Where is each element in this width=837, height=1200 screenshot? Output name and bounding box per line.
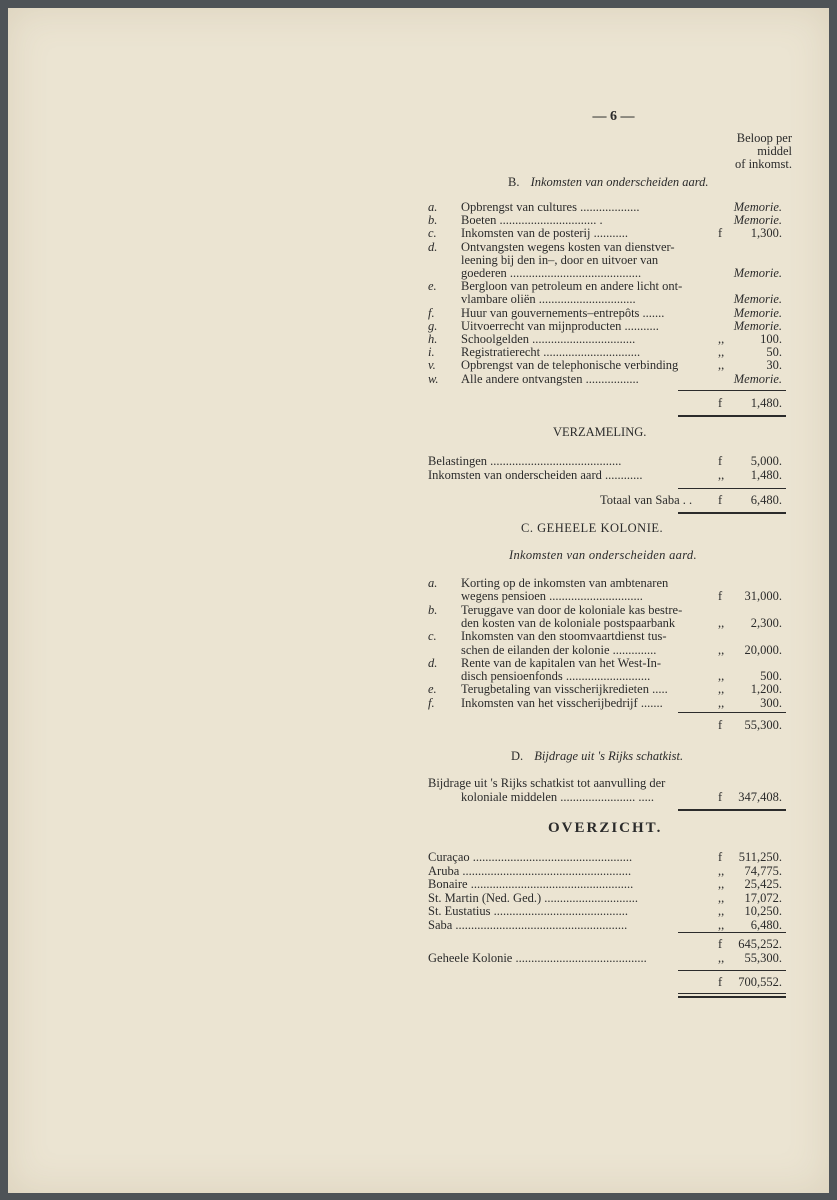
section-d-amount: 347,408.	[738, 790, 782, 804]
row-currency: ,,	[718, 669, 725, 684]
row-key: b.	[428, 602, 438, 617]
rule	[678, 488, 786, 489]
row-amount: Memorie.	[733, 305, 782, 320]
row-amount: Memorie.	[733, 318, 782, 333]
section-d-line	[428, 790, 798, 804]
section-d-text: Bijdrage uit 's Rijks schatkist tot aanvulling der	[428, 776, 666, 790]
row-amount: 50.	[766, 345, 782, 360]
row-label: Alle andere ontvangsten .................	[461, 371, 639, 386]
row-key: v.	[428, 358, 436, 373]
total-amount: 1,480.	[750, 396, 782, 410]
row-currency: ,,	[718, 642, 725, 657]
table-row	[428, 864, 798, 878]
rule	[678, 390, 786, 391]
row-amount: 74,775.	[744, 863, 782, 878]
section-d-text: koloniale middelen ........................ .....	[461, 790, 655, 804]
row-amount: 30.	[766, 358, 782, 373]
row-amount: 10,250.	[744, 904, 782, 918]
row-amount: 511,250.	[738, 850, 782, 864]
double-rule	[678, 512, 786, 514]
table-row	[428, 358, 798, 372]
table-row	[428, 332, 798, 346]
row-amount: 500.	[760, 669, 782, 684]
table-row	[428, 877, 798, 891]
section-d-line	[428, 776, 798, 790]
table-row	[428, 279, 798, 293]
overzicht-title: OVERZICHT.	[548, 820, 663, 836]
section-d-currency: f	[718, 790, 723, 804]
section-c-total	[428, 718, 798, 732]
rule	[678, 993, 786, 994]
row-label: Registratierecht ...............................	[461, 345, 641, 360]
table-row	[428, 669, 798, 683]
row-label: goederen ..........................................	[461, 266, 642, 280]
row-key: g.	[428, 318, 438, 333]
row-label: Saba .......................................................	[428, 917, 628, 932]
row-amount: Memorie.	[733, 371, 782, 386]
row-key: e.	[428, 682, 437, 697]
row-currency: ,,	[718, 345, 725, 360]
row-amount: 31,000.	[744, 589, 782, 604]
table-row	[428, 576, 798, 590]
row-label: Opbrengst van de telephonische verbinding	[461, 358, 679, 373]
row-amount: Memorie.	[733, 213, 782, 228]
table-row	[428, 603, 798, 617]
row-label: Ontvangsten wegens kosten van dienstver-	[461, 239, 675, 254]
row-key: b.	[428, 213, 438, 228]
row-amount: 100.	[760, 332, 782, 346]
column-header	[724, 132, 792, 171]
table-row	[428, 682, 798, 696]
row-label: Curaçao ...................................................	[428, 850, 633, 864]
row-label: Inkomsten van den stoomvaartdienst tus-	[461, 629, 667, 644]
row-label: St. Eustatius ...........................................	[428, 904, 629, 918]
double-rule	[678, 809, 786, 811]
table-row	[428, 589, 798, 603]
table-row	[428, 454, 798, 468]
row-label: Korting op de inkomsten van ambtenaren	[461, 576, 669, 590]
row-currency: ,,	[718, 890, 725, 905]
table-row	[428, 213, 798, 227]
verzameling-total	[428, 493, 798, 507]
row-key: f.	[428, 305, 435, 320]
table-row	[428, 696, 798, 710]
total-amount: 55,300.	[744, 718, 782, 732]
table-row	[428, 616, 798, 630]
row-key: c.	[428, 226, 437, 241]
row-key: e.	[428, 279, 437, 294]
row-label: Bonaire ....................................................	[428, 877, 634, 891]
table-row	[428, 292, 798, 306]
row-amount: 17,072.	[744, 890, 782, 905]
section-b-letter: B.	[508, 175, 520, 189]
subtotal-amount: 645,252.	[738, 937, 782, 951]
table-row	[428, 266, 798, 280]
row-label: Bergloon van petroleum en andere licht ont-	[461, 279, 683, 294]
row-label: Boeten ............................... .	[461, 213, 603, 228]
kolonie-amount: 55,300.	[744, 951, 782, 965]
total-currency: f	[718, 396, 723, 410]
row-label: wegens pensioen ..............................	[461, 589, 643, 604]
section-c-title: C. GEHEELE KOLONIE.	[521, 521, 664, 535]
row-label: disch pensioenfonds ...........................	[461, 669, 651, 684]
row-amount: 25,425.	[744, 877, 782, 891]
row-currency: ,,	[718, 467, 725, 482]
row-amount: 20,000.	[744, 642, 782, 657]
table-row	[428, 226, 798, 240]
row-label: Opbrengst van cultures ...................	[461, 200, 640, 214]
row-label: St. Martin (Ned. Ged.) ..............................	[428, 890, 639, 905]
row-currency: f	[718, 850, 723, 864]
row-label: den kosten van de koloniale postspaarbank	[461, 615, 676, 630]
row-key: w.	[428, 371, 439, 386]
rule	[678, 970, 786, 971]
grand-total-amount: 700,552.	[738, 975, 782, 989]
table-row	[428, 253, 798, 267]
rule	[678, 932, 786, 933]
rule	[678, 712, 786, 713]
row-label: Inkomsten van het visscherijbedrijf .......	[461, 695, 663, 710]
row-amount: 1,300.	[750, 226, 782, 241]
grand-total-currency: f	[718, 975, 723, 989]
table-row	[428, 629, 798, 643]
row-currency: f	[718, 226, 723, 241]
total-currency: f	[718, 493, 723, 507]
row-currency: ,,	[718, 877, 725, 891]
row-key: d.	[428, 239, 438, 254]
row-amount: 300.	[760, 695, 782, 710]
table-row	[428, 656, 798, 670]
row-label: Inkomsten van onderscheiden aard ............	[428, 467, 643, 482]
row-currency: ,,	[718, 904, 725, 918]
row-currency: ,,	[718, 682, 725, 697]
total-amount: 6,480.	[750, 493, 782, 507]
total-currency: f	[718, 718, 723, 732]
table-row	[428, 468, 798, 482]
kolonie-currency: ,,	[718, 951, 725, 965]
table-row	[428, 904, 798, 918]
row-key: d.	[428, 655, 438, 670]
section-d-heading	[511, 750, 683, 763]
overzicht-subtotal	[428, 937, 798, 951]
row-label: Aruba ......................................................	[428, 863, 632, 878]
row-currency: f	[718, 589, 723, 604]
table-row	[428, 306, 798, 320]
row-label: Uitvoerrecht van mijnproducten ...........	[461, 318, 659, 333]
row-amount: Memorie.	[733, 292, 782, 307]
row-currency: ,,	[718, 332, 725, 346]
table-row	[428, 200, 798, 214]
row-currency: f	[718, 454, 723, 468]
row-label: vlambare oliën ...............................	[461, 292, 636, 307]
section-c-subtitle: Inkomsten van onderscheiden aard.	[509, 548, 697, 562]
table-row	[428, 240, 798, 254]
kolonie-label: Geheele Kolonie ..........................................	[428, 951, 647, 965]
row-key: h.	[428, 332, 438, 346]
row-currency: ,,	[718, 917, 725, 932]
column-header-line: Beloop per	[736, 131, 792, 145]
document-page	[8, 8, 829, 1193]
row-key: f.	[428, 695, 435, 710]
overzicht-kolonie	[428, 951, 798, 965]
row-label: Rente van de kapitalen van het West-In-	[461, 655, 662, 670]
row-amount: 1,200.	[750, 682, 782, 697]
section-b-heading	[508, 176, 709, 189]
row-currency: ,,	[718, 863, 725, 878]
row-amount: 6,480.	[750, 917, 782, 932]
row-key: a.	[428, 576, 438, 590]
table-row	[428, 850, 798, 864]
column-header-line: of inkomst.	[735, 157, 792, 171]
row-amount: 1,480.	[750, 467, 782, 482]
row-currency: ,,	[718, 695, 725, 710]
section-d-letter: D.	[511, 749, 524, 763]
table-row	[428, 345, 798, 359]
double-rule	[678, 996, 786, 998]
section-b-total	[428, 396, 798, 410]
table-row	[428, 643, 798, 657]
row-label: Inkomsten van de posterij ...........	[461, 226, 628, 241]
double-rule	[678, 415, 786, 417]
row-label: leening bij den in–, door en uitvoer van	[461, 252, 659, 267]
row-label: Belastingen ..........................................	[428, 454, 622, 468]
row-currency: ,,	[718, 358, 725, 373]
row-amount: 5,000.	[750, 454, 782, 468]
row-currency: ,,	[718, 615, 725, 630]
row-label: schen de eilanden der kolonie ..............	[461, 642, 657, 657]
section-b-title: Inkomsten van onderscheiden aard.	[530, 175, 709, 189]
row-label: Huur van gouvernements–entrepôts .......	[461, 305, 665, 320]
table-row	[428, 918, 798, 932]
row-amount: Memorie.	[733, 200, 782, 214]
row-label: Schoolgelden .................................	[461, 332, 636, 346]
table-row	[428, 319, 798, 333]
table-row	[428, 372, 798, 386]
overzicht-grand-total	[428, 975, 798, 989]
row-amount: Memorie.	[733, 266, 782, 280]
row-key: i.	[428, 345, 435, 360]
row-label: Terugbetaling van visscherijkredieten .....	[461, 682, 668, 697]
page-number: — 6 —	[592, 109, 635, 124]
column-header-line: middel	[757, 144, 792, 158]
row-amount: 2,300.	[750, 615, 782, 630]
verzameling-title: VERZAMELING.	[553, 425, 647, 439]
section-d-title: Bijdrage uit 's Rijks schatkist.	[534, 749, 684, 763]
row-key: a.	[428, 200, 438, 214]
subtotal-currency: f	[718, 937, 723, 951]
row-label: Teruggave van door de koloniale kas bestre-	[461, 602, 683, 617]
row-key: c.	[428, 629, 437, 644]
table-row	[428, 891, 798, 905]
verzameling-total-label: Totaal van Saba . .	[600, 493, 693, 507]
